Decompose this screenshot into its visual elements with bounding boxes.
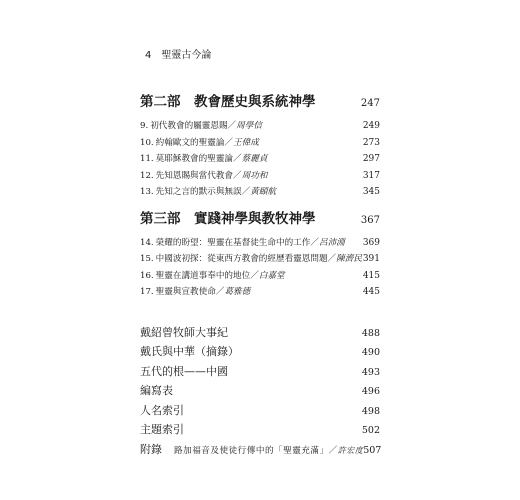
chapter-author: 黃頤航 [250,187,277,197]
toc-entry[interactable] [140,268,380,285]
chapter-number: 16. [140,270,154,281]
table-of-contents [140,90,380,459]
chapter-number: 17. [140,287,154,297]
toc-entry[interactable] [140,184,380,201]
toc-entry[interactable] [140,135,380,152]
chapter-title: 榮耀的盼望：聖靈在基督徒生命中的工作／ [155,237,319,248]
appendix-label: 主題索引 [140,423,184,436]
toc-entry[interactable] [140,235,380,252]
chapter-page: 415 [362,270,380,281]
toc-entry[interactable] [140,251,380,268]
appendix-entry[interactable] [140,323,380,343]
part-page: 247 [360,98,380,109]
chapter-page: 445 [362,287,380,297]
chapter-page: 345 [362,187,380,197]
appendix-page: 493 [361,366,380,378]
appendix-label: 戴氏與中華（摘錄） [140,345,239,358]
chapter-number: 14. [140,237,154,248]
chapter-title: 約翰歐文的聖靈論／ [155,137,234,148]
appendix-entry[interactable] [140,381,380,401]
chapter-title: 初代教會的屬靈恩賜／ [150,121,237,131]
appendix-label: 編寫表 [140,384,173,397]
chapter-number: 10. [140,137,154,148]
chapter-number: 12. [140,170,154,181]
chapter-author: 陳濟民 [336,254,362,264]
appendix-page: 496 [361,386,380,397]
part-title: 第三部 實踐神學與教牧神學 [140,210,316,227]
appendix-page: 498 [361,405,380,417]
appendix-page: 507 [363,444,382,456]
chapter-number: 15. [140,254,154,264]
appendix-page: 488 [361,327,380,339]
chapter-author: 呂沛淵 [318,237,345,248]
part-heading[interactable] [140,207,380,231]
appendix-label: 人名索引 [140,403,184,417]
chapter-title: 先知之言的默示與無誤／ [155,187,251,197]
appendix-label: 五代的根——中國 [140,364,228,378]
book-title: 聖靈古今論 [161,50,212,61]
appendix-page: 502 [361,425,380,436]
toc-entry[interactable] [140,284,380,301]
toc-entry[interactable] [140,168,380,185]
chapter-page: 249 [362,121,380,131]
toc-entry[interactable] [140,151,380,168]
chapter-page: 297 [362,154,380,164]
page-number: 4 [145,50,152,61]
appendix-entry[interactable] [140,362,380,382]
chapter-author: 周學信 [236,121,262,131]
part-heading[interactable] [140,90,380,114]
appendix-page: 490 [361,347,380,358]
part-page: 367 [360,214,380,226]
chapter-author: 白嘉堂 [258,270,285,281]
chapter-page: 391 [362,254,380,264]
part-title: 第二部 教會歷史與系統神學 [140,94,316,110]
chapter-page: 369 [362,237,380,248]
chapter-page: 317 [362,170,380,181]
appendix-entry[interactable] [140,401,380,421]
appendix-description: 路加福音及使徒行傳中的「聖靈充滿」／ [174,445,338,456]
chapter-author: 葛雅德 [224,287,251,297]
chapter-author: 王偉成 [233,137,259,148]
appendix-label: 戴紹曾牧師大事紀 [140,325,228,339]
chapter-title: 中國波初探：從東西方教會的經歷看靈恩問題／ [155,254,337,264]
chapter-title: 聖靈在講道事奉中的地位／ [155,270,259,281]
chapter-number: 11. [140,154,154,164]
appendix-label: 附錄 [140,442,162,456]
appendix-author: 許宏度 [337,445,364,455]
toc-entry[interactable] [140,118,380,135]
appendix-entry[interactable] [140,440,380,460]
chapter-page: 273 [362,137,380,148]
appendix-entry[interactable] [140,420,380,440]
chapter-author: 蔡麗貞 [241,154,268,164]
chapter-number: 9. [140,121,149,131]
chapter-number: 13. [140,187,154,197]
chapter-title: 莫耶穌教會的聖靈論／ [155,154,242,164]
chapter-author: 周功和 [241,170,268,181]
running-header [145,46,211,61]
chapter-title: 聖靈與宣教使命／ [155,287,225,297]
appendix-entry[interactable] [140,342,380,362]
chapter-title: 先知恩賜與當代教會／ [155,170,242,181]
